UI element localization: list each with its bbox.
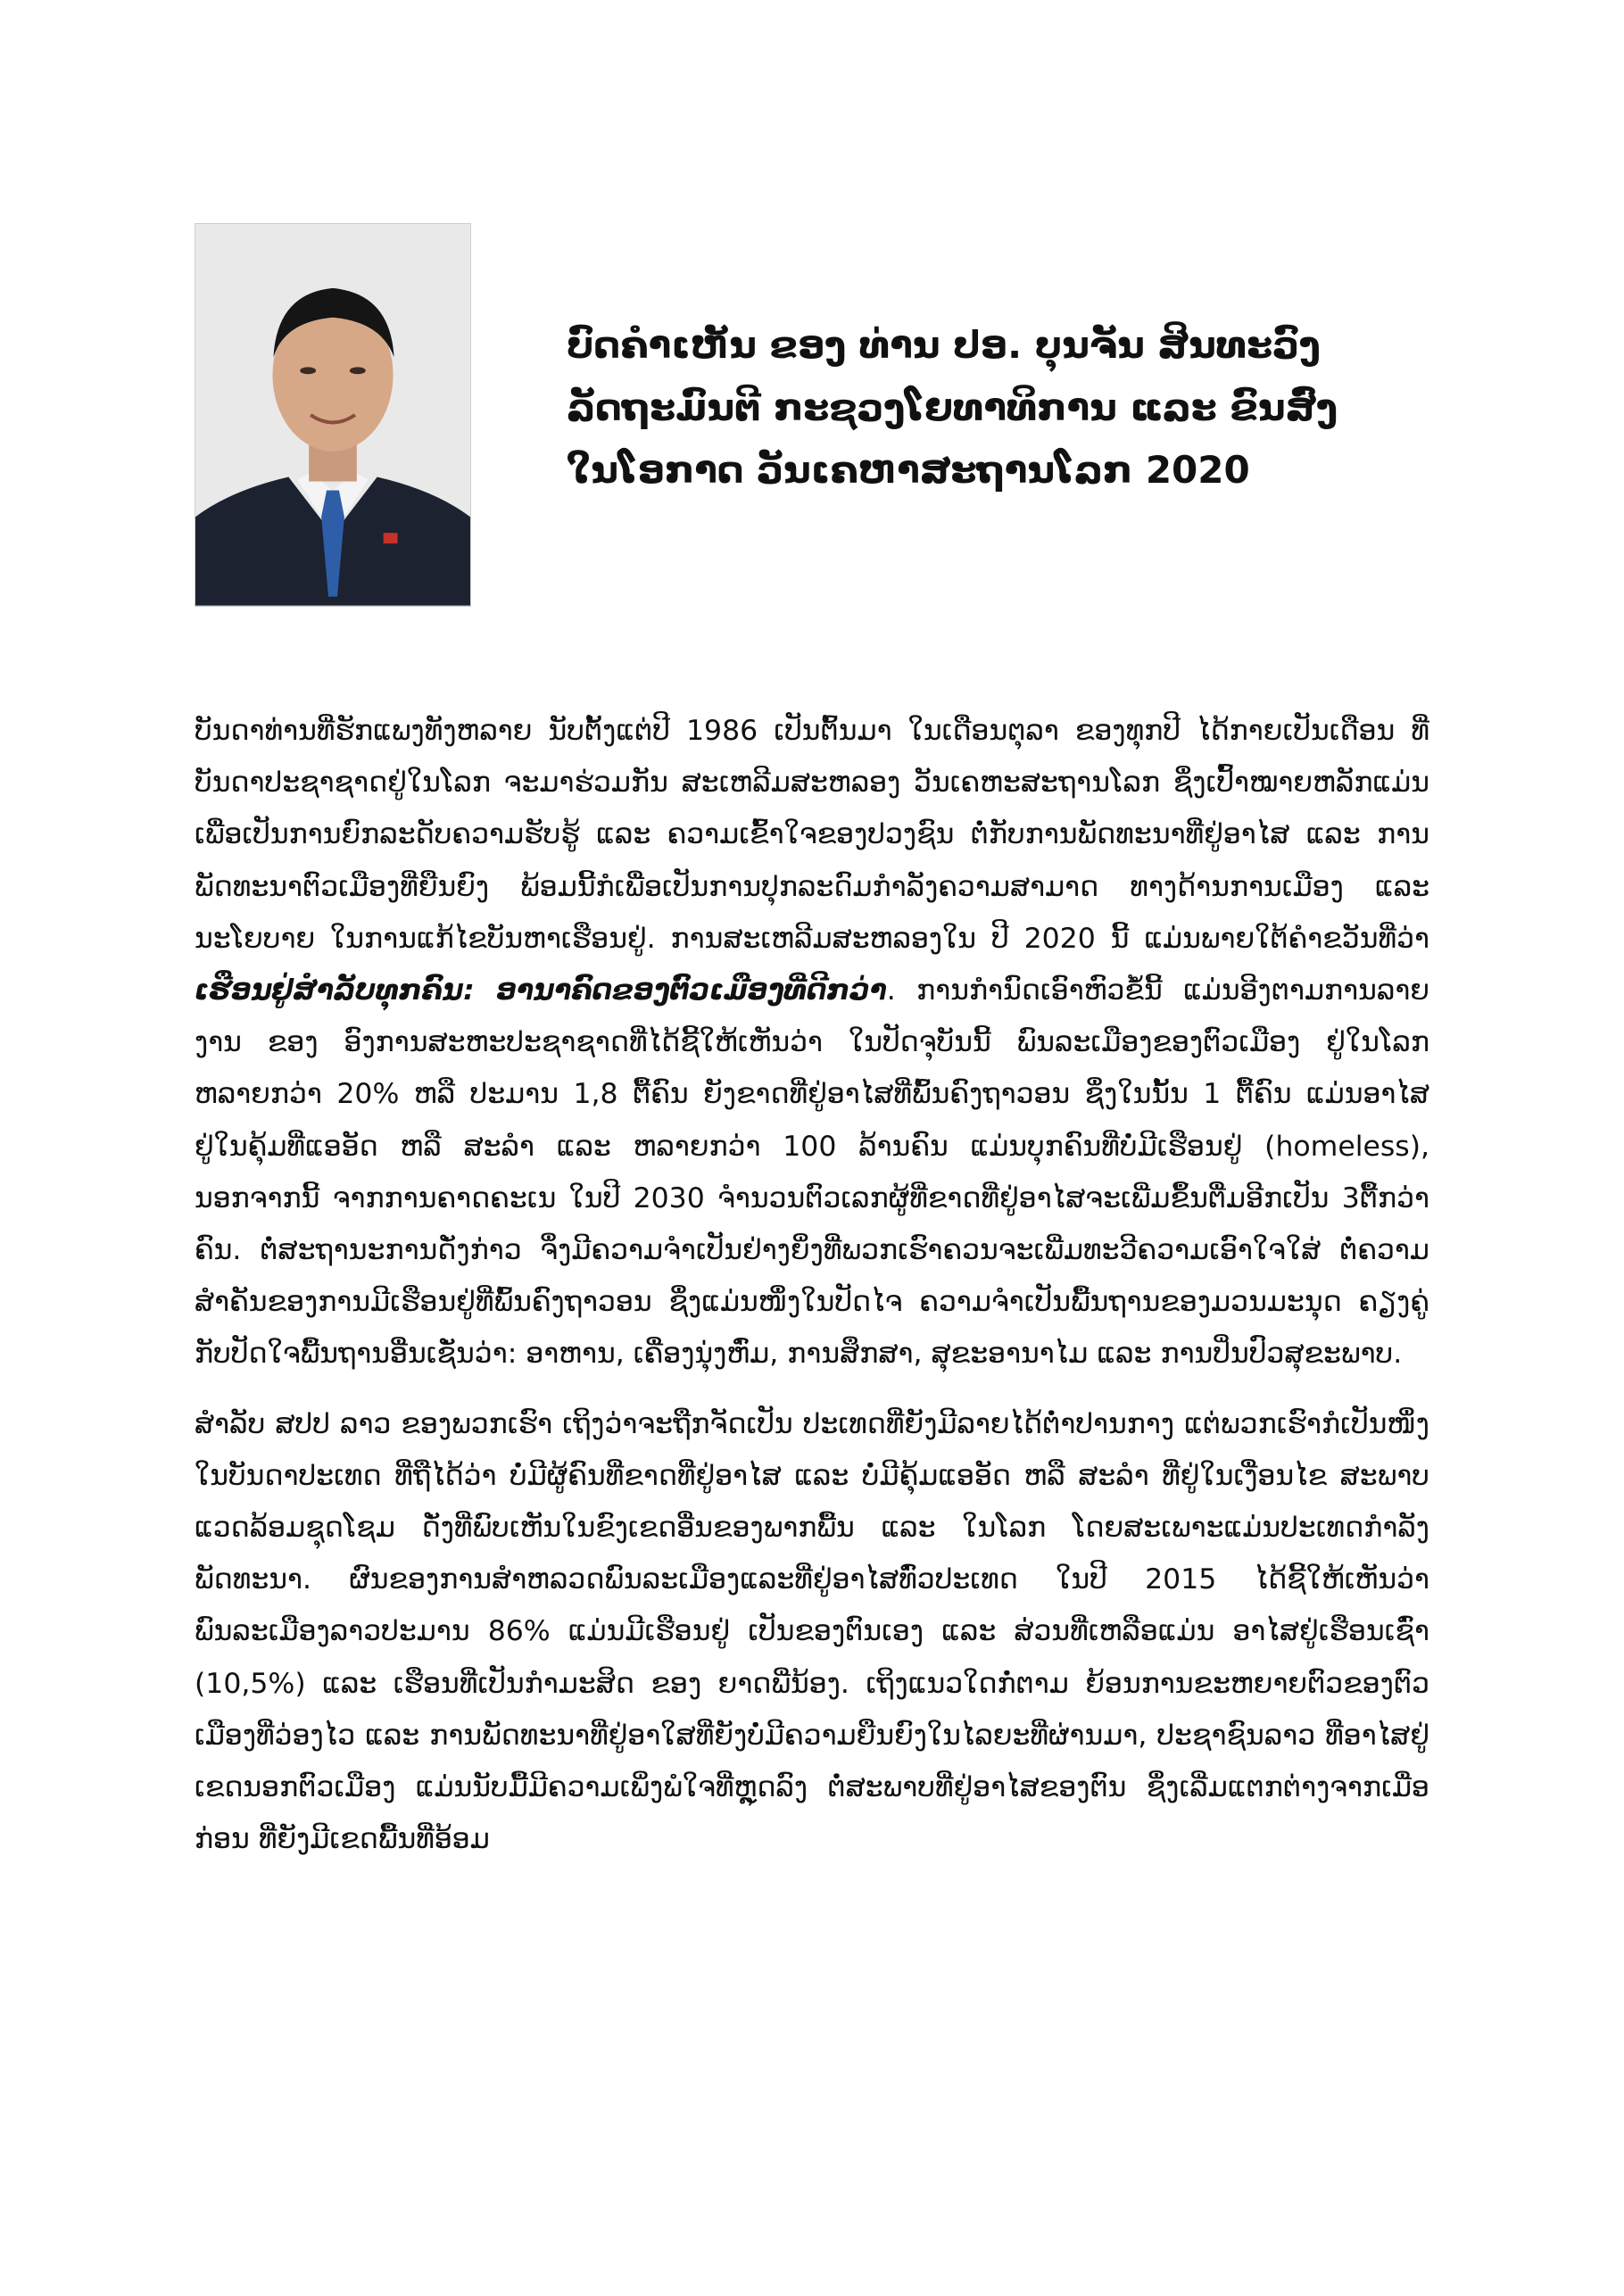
portrait-placeholder-icon [195, 224, 470, 606]
title-line-3: ໃນໂອກາດ ວັນເຄຫາສະຖານໂລກ 2020 [567, 448, 1250, 492]
document-title [567, 314, 1459, 501]
paragraph-2: ສຳລັບ ສປປ ລາວ ຂອງພວກເຮົາ ເຖິງວ່າຈະຖືກຈັດເປັນ ປະເທດທີ່ຍັງມີລາຍໄດ້ຕ່ຳປານກາງ ແຕ່ພວກເຮົາກໍເປັນໜຶ່ງໃນບັນດາປະເທດ ທີ່ຖືໄດ້ວ່າ ບໍ່ມີຜູ້ຄົນທີ່ຂາດທີ່ຢູ່ອາໄສ ແລະ ບໍ່ມີຄຸ້ມແອອັດ ຫລື ສະລຳ ທີ່ຢູ່ໃນເງື່ອນໄຂ ສະພາບແວດລ້ອມຊຸດໂຊມ ດັ່ງທີ່ພົບເຫັນໃນຂົງເຂດອື່ນຂອງພາກພື້ນ ແລະ ໃນໂລກ ໂດຍສະເພາະແມ່ນປະເທດກຳລັງພັດທະນາ. ຜົນຂອງການສຳຫລວດພົນລະເມືອງແລະທີ່ຢູ່ອາໄສທົ່ວປະເທດ ໃນປີ 2015 ໄດ້ຊີ້ໃຫ້ເຫັນວ່າ ພົນລະເມືອງລາວປະມານ 86% ແມ່ນມີເຮືອນຢູ່ ເປັນຂອງຕົນເອງ ແລະ ສ່ວນທີ່ເຫລືອແມ່ນ ອາໄສຢູ່ເຮືອນເຊົ່າ (10,5%) ແລະ ເຮືອນທີ່ເປັນກຳມະສິດ ຂອງ ຍາດພີ່ນ້ອງ. ເຖິງແນວໃດກໍ່ຕາມ ຍ້ອນການຂະຫຍາຍຕົວຂອງຕົວເມືອງທີ່ວ່ອງໄວ ແລະ ການພັດທະນາທີ່ຢູ່ອາໃສທີ່ຍັງບໍ່ມີຄວາມຍືນຍົງໃນໄລຍະທີ່ຜ່ານມາ, ປະຊາຊົນລາວ ທີ່ອາໄສຢູ່ເຂດນອກຕົວເມືອງ ແມ່ນນັບມື້ມີຄວາມເພິ່ງພໍໃຈທີ່ຫຼຸດລົງ ຕໍ່ສະພາບທີ່ຢູ່ອາໄສຂອງຕົນ ຊຶ່ງເລີ່ມແຕກຕ່າງຈາກເມື່ອກ່ອນ ທີ່ຍັງມີເຂດພື້ນທີ່ອ້ອມ [195, 1407, 1429, 1856]
paragraph-1-text-b: . ການກຳນົດເອົາຫົວຂໍ້ນີ້ ແມ່ນອີງຕາມການລາຍງານ ຂອງ ອົງການສະຫະປະຊາຊາດທີ່ໄດ້ຊີ້ໃຫ້ເຫັນວ່າ ໃນປັດຈຸບັນນີ້ ພົນລະເມືອງຂອງຕົວເມືອງ ຢູ່ໃນໂລກ ຫລາຍກວ່າ 20% ຫລື ປະມານ 1,8 ຕື້ຄົນ ຍັງຂາດທີ່ຢູ່ອາໄສທີ່ພົ້ນຄົງຖາວອນ ຊຶ່ງໃນນັ້ນ 1 ຕື້ຄົນ ແມ່ນອາໄສ ຢູ່ໃນຄຸ້ມທີ່ແອອັດ ຫລື ສະລຳ ແລະ ຫລາຍກວ່າ 100 ລ້ານຄົນ ແມ່ນບຸກຄົນທີ່ບໍ່ມີເຮືອນຢູ່ (homeless), ນອກຈາກນີ້ ຈາກການຄາດຄະເນ ໃນປີ 2030 ຈຳນວນຕົວເລກຜູ້ທີ່ຂາດທີ່ຢູ່ອາໄສຈະເພີ່ມຂຶ້ນຕື່ມອີກເປັນ 3ຕື້ກວ່າຄົນ. ຕໍ່ສະຖານະການດັ່ງກ່າວ ຈຶ່ງມີຄວາມຈຳເປັນຢ່າງຍິ່ງທີ່ພວກເຮົາຄວນຈະເພີ່ມທະວີຄວາມເອົາໃຈໃສ່ ຕໍ່ຄວາມສຳຄັນຂອງການມີເຮືອນຢູ່ທີ່ພົ້ນຄົງຖາວອນ ຊຶ່ງແມ່ນໜຶ່ງໃນປັດໄຈ ຄວາມຈຳເປັນພື້ນຖານຂອງມວນມະນຸດ ຄຽງຄູ່ກັບປັດໃຈພື້ນຖານອື່ນເຊັ່ນວ່າ: ອາຫານ, ເຄື່ອງນຸ່ງຫົ່ມ, ການສຶກສາ, ສຸຂະອານາໄມ ແລະ ການປິ່ນປົວສຸຂະພາບ. [195, 974, 1429, 1371]
title-line-1: ບົດຄຳເຫັນ ຂອງ ທ່ານ ປອ. ບຸນຈັນ ສິນທະວົງ [567, 323, 1321, 367]
portrait-photo [195, 223, 471, 607]
paragraph-1 [195, 705, 1429, 1380]
document-body [195, 705, 1429, 1883]
title-line-2: ລັດຖະມົນຕີ ກະຊວງໂຍທາທິການ ແລະ ຂົນສົ່ງ [567, 385, 1338, 429]
paragraph-1-text-a: ບັນດາທ່ານທີ່ຮັກແພງທັງຫລາຍ ນັບຕັ້ງແຕ່ປີ 1986 ເປັນຕົ້ນມາ ໃນເດືອນຕຸລາ ຂອງທຸກປີ ໄດ້ກາຍເປັນເດືອນ ທີ່ບັນດາປະຊາຊາດຢູ່ໃນໂລກ ຈະມາຮ່ວມກັນ ສະເຫລີມສະຫລອງ ວັນເຄຫະສະຖານໂລກ ຊຶ່ງເປົ້າໝາຍຫລັກແມ່ນ ເພື່ອເປັນການຍົກລະດັບຄວາມຮັບຮູ້ ແລະ ຄວາມເຂົ້າໃຈຂອງປວງຊົນ ຕໍ່ກັບການພັດທະນາທີ່ຢູ່ອາໄສ ແລະ ການພັດທະນາຕົວເມືອງທີ່ຍືນຍົງ ພ້ອມນີ້ກໍເພື່ອເປັນການປຸກລະດົມກຳລັງຄວາມສາມາດ ທາງດ້ານການເມືອງ ແລະ ນະໂຍບາຍ ໃນການແກ້ໄຂບັນຫາເຮືອນຢູ່. ການສະເຫລີມສະຫລອງໃນ ປີ 2020 ນີ້ ແມ່ນພາຍໃຕ້ຄຳຂວັນທີ່ວ່າ [195, 715, 1429, 955]
paragraph-1-theme: ເຮືອນຢູ່ສຳລັບທຸກຄົນ: ອານາຄົດຂອງຕົວເມືອງທີ່ດີກວ່າ [195, 974, 887, 1007]
